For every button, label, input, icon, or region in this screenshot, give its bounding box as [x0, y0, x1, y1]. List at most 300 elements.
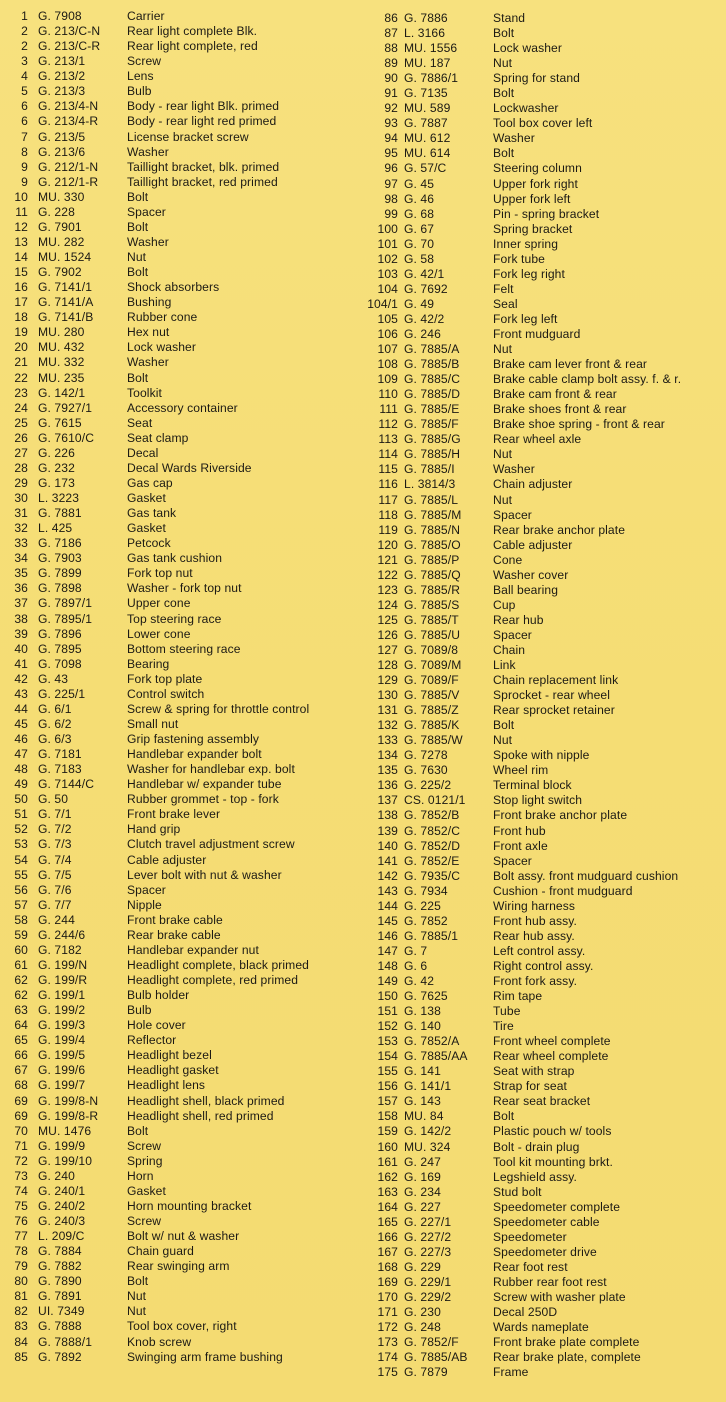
item-number: 154: [377, 1049, 398, 1064]
item-number: 116: [378, 477, 398, 492]
part-number: G. 67: [404, 221, 435, 236]
item-number: 166: [377, 1229, 398, 1244]
item-number: 122: [377, 567, 398, 582]
parts-row: [0, 777, 362, 792]
part-description: Clutch travel adjustment screw: [127, 837, 295, 852]
part-description: Right control assy.: [493, 958, 594, 973]
item-number: 21: [14, 355, 28, 370]
part-description: Gasket: [127, 491, 166, 505]
part-description: Speedometer: [493, 1229, 567, 1244]
part-description: Stand: [493, 11, 526, 25]
parts-row: [362, 116, 726, 131]
part-description: Front hub assy.: [493, 913, 577, 928]
part-description: Seat: [127, 415, 153, 430]
part-number: G. 225/1: [38, 686, 86, 701]
item-number: 130: [377, 688, 398, 703]
part-number: G. 43: [38, 671, 69, 686]
parts-row: [0, 130, 362, 145]
item-number: 65: [14, 1033, 28, 1048]
part-number: G. 7895/1: [38, 611, 93, 626]
parts-row: [362, 613, 726, 628]
part-description: Rear foot rest: [493, 1259, 568, 1274]
part-number: G. 7879: [404, 1365, 448, 1380]
parts-row: [0, 446, 362, 461]
item-number: 13: [14, 234, 28, 249]
part-description: Chain: [493, 642, 526, 657]
parts-row: [362, 643, 726, 658]
parts-row: [0, 1350, 362, 1365]
part-description: Bolt assy. front mudguard cushion: [493, 868, 679, 883]
parts-row: [362, 1230, 726, 1245]
part-number: G. 49: [404, 296, 435, 311]
item-number: 12: [14, 219, 28, 234]
part-number: G. 7/5: [38, 867, 72, 882]
item-number: 8: [21, 144, 28, 159]
part-description: Wiring harness: [493, 898, 576, 913]
part-number: G. 7885/T: [404, 612, 459, 627]
item-number: 26: [14, 430, 28, 445]
part-description: Hand grip: [127, 822, 181, 837]
part-description: Speedometer drive: [493, 1244, 597, 1259]
part-number: G. 7852/C: [404, 823, 461, 838]
part-description: Lower cone: [127, 626, 191, 641]
parts-row: [0, 325, 362, 340]
item-number: 93: [384, 116, 398, 131]
part-number: G. 199/8-R: [38, 1108, 99, 1123]
part-description: Front brake plate complete: [493, 1335, 640, 1350]
parts-row: [362, 1140, 726, 1155]
item-number: 143: [377, 883, 398, 898]
part-number: G. 7887: [404, 116, 448, 131]
part-description: Lockwasher: [493, 101, 559, 116]
part-description: Screw: [127, 1138, 162, 1153]
parts-row: [0, 431, 362, 446]
item-number: 24: [14, 400, 28, 415]
parts-row: [362, 688, 726, 703]
item-number: 97: [384, 176, 398, 191]
part-number: G. 7927/1: [38, 400, 93, 415]
item-number: 78: [14, 1244, 28, 1259]
part-number: G. 143: [404, 1094, 441, 1109]
item-number: 27: [14, 445, 28, 460]
part-description: Chain adjuster: [493, 477, 573, 492]
part-description: Carrier: [127, 9, 165, 23]
item-number: 56: [14, 882, 28, 897]
item-number: 173: [377, 1335, 398, 1350]
parts-row: [0, 1335, 362, 1350]
item-number: 164: [377, 1199, 398, 1214]
part-number: L. 3223: [38, 491, 80, 505]
part-number: G. 7/3: [38, 837, 72, 852]
item-number: 168: [377, 1259, 398, 1274]
item-number: 60: [14, 942, 28, 957]
item-number: 80: [14, 1274, 28, 1289]
item-number: 129: [377, 673, 398, 688]
part-number: G. 7885/V: [404, 688, 460, 703]
parts-row: [0, 1319, 362, 1334]
parts-row: [0, 898, 362, 913]
part-description: Bulb holder: [127, 988, 190, 1003]
part-number: G. 6/1: [38, 701, 72, 716]
part-number: G. 199/5: [38, 1048, 86, 1063]
parts-row: [0, 1094, 362, 1109]
part-description: Pin - spring bracket: [493, 206, 600, 221]
part-description: Rear hub: [493, 612, 544, 627]
part-description: Brake shoe spring - front & rear: [493, 417, 665, 432]
part-description: Rear brake anchor plate: [493, 522, 626, 537]
part-number: G. 42/1: [404, 266, 445, 281]
item-number: 30: [14, 491, 28, 505]
item-number: 104/1: [367, 296, 398, 311]
part-description: Handlebar expander nut: [127, 942, 259, 957]
parts-row: [0, 1139, 362, 1154]
part-number: G. 7089/M: [404, 658, 462, 673]
item-number: 52: [14, 822, 28, 837]
item-number: 44: [14, 701, 28, 716]
part-description: Front mudguard: [493, 326, 581, 341]
item-number: 108: [377, 357, 398, 372]
item-number: 49: [14, 777, 28, 792]
parts-row: [0, 1109, 362, 1124]
part-number: G. 7903: [38, 551, 82, 566]
part-description: Spacer: [493, 627, 532, 642]
part-number: G. 7897/1: [38, 596, 93, 611]
parts-row: [0, 657, 362, 672]
part-description: Washer cover: [493, 567, 569, 582]
item-number: 48: [14, 762, 28, 777]
item-number: 39: [14, 626, 28, 641]
parts-row: [0, 160, 362, 175]
part-description: Top steering race: [127, 611, 222, 626]
part-number: G. 7625: [404, 989, 448, 1004]
item-number: 114: [378, 447, 398, 462]
item-number: 20: [14, 340, 28, 355]
part-description: Spring for stand: [493, 71, 580, 86]
part-number: G. 7885/K: [404, 718, 460, 733]
part-description: Bolt: [127, 265, 149, 280]
part-description: Stud bolt: [493, 1184, 542, 1199]
part-description: Nut: [493, 733, 513, 748]
item-number: 96: [384, 161, 398, 176]
part-description: Bolt: [127, 189, 149, 204]
parts-row: [362, 1200, 726, 1215]
item-number: 77: [14, 1229, 28, 1244]
parts-row: [0, 717, 362, 732]
part-number: MU. 282: [38, 234, 85, 249]
item-number: 157: [377, 1094, 398, 1109]
item-number: 165: [377, 1214, 398, 1229]
parts-row: [362, 1064, 726, 1079]
part-number: G. 199/7: [38, 1078, 86, 1093]
parts-row: [362, 808, 726, 823]
part-description: Decal: [127, 445, 159, 460]
part-description: Upper fork right: [493, 176, 578, 191]
parts-row: [0, 371, 362, 386]
parts-row: [0, 235, 362, 250]
part-number: G. 7888: [38, 1319, 82, 1334]
parts-row: [362, 86, 726, 101]
part-description: Shock absorbers: [127, 280, 220, 295]
part-description: Washer: [493, 462, 535, 477]
part-number: G. 229/2: [404, 1289, 452, 1304]
item-number: 69: [14, 1093, 28, 1108]
parts-row: [0, 24, 362, 39]
part-number: G. 7852/D: [404, 838, 461, 853]
part-description: Wheel rim: [493, 763, 549, 778]
item-number: 158: [377, 1109, 398, 1124]
parts-row: [362, 131, 726, 146]
part-description: Screw: [127, 1214, 162, 1228]
item-number: 100: [377, 221, 398, 236]
part-description: Bolt: [493, 26, 515, 41]
part-description: Rear brake cable: [127, 927, 221, 942]
item-number: 38: [14, 611, 28, 626]
part-number: MU. 614: [404, 146, 451, 161]
part-description: Nut: [127, 1304, 147, 1319]
part-number: G. 240/2: [38, 1198, 86, 1213]
part-description: Nut: [493, 492, 513, 507]
part-description: Seat with strap: [493, 1064, 575, 1079]
item-number: 118: [378, 507, 398, 522]
parts-row: [362, 207, 726, 222]
item-number: 115: [378, 462, 398, 477]
item-number: 84: [14, 1334, 28, 1349]
part-number: G. 229: [404, 1259, 441, 1274]
parts-row: [362, 387, 726, 402]
parts-row: [0, 521, 362, 536]
item-number: 3: [21, 54, 28, 69]
item-number: 76: [14, 1214, 28, 1228]
part-description: Wards nameplate: [493, 1320, 589, 1335]
part-description: Body - rear light Blk. primed: [127, 99, 280, 114]
parts-row: [362, 101, 726, 116]
parts-row: [0, 340, 362, 355]
part-description: Headlight complete, black primed: [127, 957, 310, 972]
part-number: G. 240/1: [38, 1183, 86, 1198]
item-number: 58: [14, 912, 28, 927]
parts-row: [0, 220, 362, 235]
part-number: MU. 432: [38, 340, 85, 355]
parts-row: [0, 310, 362, 325]
parts-row: [362, 778, 726, 793]
part-number: G. 7885/AB: [404, 1350, 468, 1365]
part-number: G. 46: [404, 191, 435, 206]
part-description: Bolt: [127, 219, 149, 234]
part-description: Brake cam front & rear: [493, 387, 617, 402]
part-description: Headlight bezel: [127, 1048, 212, 1063]
part-number: G. 7135: [404, 86, 448, 101]
part-number: G. 7089/F: [404, 673, 459, 688]
item-number: 25: [14, 415, 28, 430]
part-number: G. 6/3: [38, 732, 72, 746]
item-number: 151: [377, 1004, 398, 1019]
parts-row: [362, 959, 726, 974]
item-number: 88: [384, 41, 398, 56]
part-description: Sprocket - rear wheel: [493, 688, 611, 703]
parts-row: [0, 807, 362, 822]
item-number: 9: [21, 174, 28, 189]
item-number: 146: [377, 928, 398, 943]
part-description: Ball bearing: [493, 582, 559, 597]
parts-row: [0, 386, 362, 401]
part-number: G. 142/1: [38, 385, 86, 400]
part-number: G. 212/1-N: [38, 159, 99, 174]
item-number: 174: [377, 1350, 398, 1365]
item-number: 94: [384, 131, 398, 146]
parts-row: [0, 1169, 362, 1184]
part-number: G. 7885/S: [404, 597, 460, 612]
part-number: G. 7881: [38, 506, 82, 521]
part-description: Bolt: [127, 370, 149, 385]
part-description: Steering column: [493, 161, 582, 176]
parts-row: [0, 491, 362, 506]
item-number: 43: [14, 686, 28, 701]
parts-row: [362, 869, 726, 884]
part-number: G. 213/C-R: [38, 39, 101, 54]
part-description: Knob screw: [127, 1334, 192, 1349]
item-number: 55: [14, 867, 28, 882]
part-description: Rubber cone: [127, 310, 198, 325]
item-number: 33: [14, 536, 28, 551]
item-number: 99: [384, 206, 398, 221]
parts-row: [0, 461, 362, 476]
part-description: Headlight lens: [127, 1078, 206, 1093]
parts-row: [362, 733, 726, 748]
part-number: L. 3814/3: [404, 477, 456, 492]
item-number: 139: [377, 823, 398, 838]
part-number: G. 7908: [38, 9, 82, 23]
part-number: G. 173: [38, 475, 75, 490]
part-number: G. 7885/Q: [404, 567, 461, 582]
item-number: 17: [14, 295, 28, 310]
part-description: Spacer: [493, 853, 532, 868]
parts-row: [362, 177, 726, 192]
parts-row: [0, 1048, 362, 1063]
part-number: G. 7089/8: [404, 642, 459, 657]
part-description: Spring bracket: [493, 221, 573, 236]
parts-row: [362, 417, 726, 432]
parts-row: [362, 237, 726, 252]
part-number: G. 7891: [38, 1289, 82, 1304]
item-number: 11: [15, 204, 28, 219]
item-number: 59: [14, 927, 28, 942]
part-number: MU. 612: [404, 131, 451, 146]
part-number: G. 7852/F: [404, 1335, 459, 1350]
part-number: G. 42/2: [404, 311, 445, 326]
parts-row: [0, 837, 362, 852]
item-number: 22: [14, 370, 28, 385]
part-number: G. 227/2: [404, 1229, 452, 1244]
parts-row: [362, 146, 726, 161]
part-description: Front brake lever: [127, 807, 221, 822]
part-number: G. 230: [404, 1305, 441, 1320]
part-number: G. 7901: [38, 219, 82, 234]
item-number: 7: [21, 129, 28, 144]
item-number: 31: [14, 506, 28, 521]
part-description: Bolt: [127, 1274, 149, 1289]
part-description: Inner spring: [493, 236, 559, 251]
item-number: 133: [377, 733, 398, 748]
part-number: G. 42: [404, 974, 435, 988]
item-number: 85: [14, 1349, 28, 1364]
part-description: Gas cap: [127, 475, 173, 490]
part-number: G. 7852/B: [404, 808, 460, 823]
part-description: Cone: [493, 552, 523, 567]
item-number: 36: [14, 581, 28, 596]
parts-row: [362, 989, 726, 1004]
part-number: G. 199/2: [38, 1003, 86, 1018]
part-number: L. 425: [38, 521, 73, 536]
parts-row: [362, 161, 726, 176]
item-number: 110: [378, 387, 398, 402]
parts-row: [362, 1365, 726, 1380]
parts-row: [0, 476, 362, 491]
part-number: G. 50: [38, 792, 69, 807]
item-number: 72: [14, 1153, 28, 1168]
parts-row: [0, 99, 362, 114]
part-description: Tool box cover, right: [127, 1319, 237, 1334]
part-description: Horn: [127, 1168, 154, 1183]
parts-row: [0, 1244, 362, 1259]
part-number: G. 7/4: [38, 852, 72, 867]
item-number: 73: [14, 1168, 28, 1183]
parts-row: [0, 581, 362, 596]
part-number: G. 7186: [38, 536, 82, 551]
part-description: Nut: [127, 1289, 147, 1304]
parts-row: [0, 687, 362, 702]
parts-row: [362, 553, 726, 568]
part-description: Brake shoes front & rear: [493, 402, 627, 417]
item-number: 6: [21, 114, 28, 129]
part-number: G. 199/6: [38, 1063, 86, 1078]
parts-row: [362, 282, 726, 297]
part-number: G. 7098: [38, 656, 82, 671]
item-number: 138: [377, 808, 398, 823]
item-number: 28: [14, 460, 28, 475]
part-number: G. 199/8-N: [38, 1093, 99, 1108]
part-number: G. 225: [404, 898, 441, 913]
part-number: G. 142/2: [404, 1124, 452, 1139]
parts-row: [362, 267, 726, 282]
part-description: Nipple: [127, 897, 162, 912]
part-description: Rear wheel axle: [493, 432, 582, 447]
part-number: G. 7610/C: [38, 430, 95, 445]
parts-row: [0, 1274, 362, 1289]
part-description: Cable adjuster: [127, 852, 207, 867]
part-number: G. 45: [404, 176, 435, 191]
item-number: 6: [21, 99, 28, 114]
part-description: Rear seat bracket: [493, 1094, 591, 1109]
part-description: Link: [493, 658, 516, 673]
parts-row: [0, 416, 362, 431]
parts-column-right: [362, 11, 726, 1380]
parts-row: [0, 69, 362, 84]
part-description: Headlight shell, red primed: [127, 1108, 274, 1123]
parts-row: [362, 342, 726, 357]
item-number: 112: [378, 417, 398, 432]
part-description: Front hub: [493, 823, 546, 838]
part-description: Lens: [127, 69, 154, 84]
part-number: L. 3166: [404, 26, 446, 41]
item-number: 140: [377, 838, 398, 853]
part-number: G. 7/7: [38, 897, 72, 912]
item-number: 169: [377, 1274, 398, 1289]
parts-row: [0, 1033, 362, 1048]
parts-row: [362, 192, 726, 207]
item-number: 111: [379, 402, 398, 417]
part-description: Stop light switch: [493, 793, 583, 808]
parts-row: [0, 265, 362, 280]
